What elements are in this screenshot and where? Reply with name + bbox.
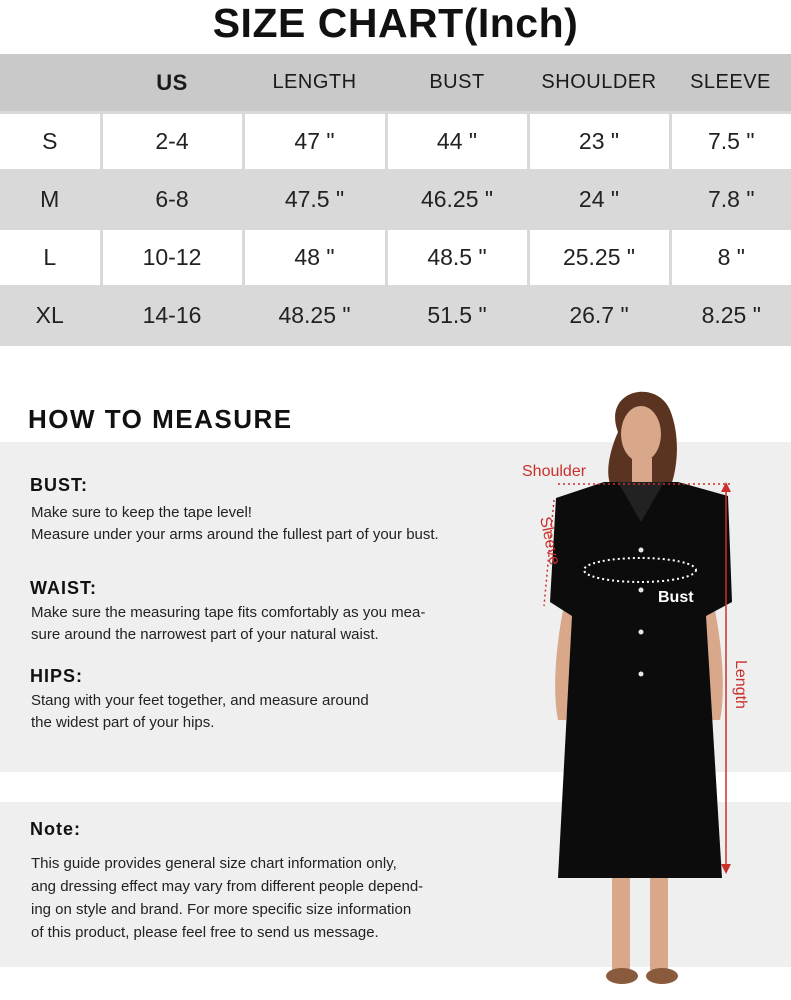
note-line: ing on style and brand. For more specific size information (31, 901, 412, 918)
bust-text (31, 502, 439, 546)
cell-size: S (0, 113, 101, 171)
cell-shoulder: 25.25 " (528, 229, 670, 287)
right-leg-shape (650, 870, 668, 970)
note-line: ang dressing effect may vary from different people depend- (31, 878, 424, 895)
right-sandal-shape (646, 968, 678, 984)
header-size (0, 54, 101, 113)
model-measurement-illustration (500, 370, 791, 1000)
table-row (0, 171, 791, 229)
cell-length: 48.25 " (243, 287, 386, 345)
table-row (0, 113, 791, 171)
cell-shoulder: 26.7 " (528, 287, 670, 345)
cell-length: 48 " (243, 229, 386, 287)
cell-sleeve: 8 " (670, 229, 791, 287)
cell-bust: 46.25 " (386, 171, 528, 229)
header-us: US (101, 54, 243, 113)
hips-line: Stang with your feet together, and measure around (31, 692, 369, 709)
note-line: This guide provides general size chart information only, (31, 855, 397, 872)
cell-length: 47 " (243, 113, 386, 171)
button-dot (639, 672, 644, 677)
hips-line: the widest part of your hips. (31, 714, 215, 731)
waist-line: Make sure the measuring tape fits comfortably as you mea- (31, 604, 426, 621)
cell-shoulder: 23 " (528, 113, 670, 171)
note-text (31, 852, 423, 944)
page-title: SIZE CHART(Inch) (212, 0, 579, 46)
cell-sleeve: 7.8 " (670, 171, 791, 229)
cell-size: XL (0, 287, 101, 345)
waist-line: sure around the narrowest part of your natural waist. (31, 626, 379, 643)
table-row (0, 229, 791, 287)
table-header-row (0, 54, 791, 113)
cell-sleeve: 8.25 " (670, 287, 791, 345)
button-dot (639, 548, 644, 553)
left-sandal-shape (606, 968, 638, 984)
bust-line: Make sure to keep the tape level! (31, 504, 252, 521)
cell-bust: 51.5 " (386, 287, 528, 345)
dress-shape (550, 482, 732, 878)
cell-shoulder: 24 " (528, 171, 670, 229)
header-shoulder: SHOULDER (528, 54, 670, 113)
note-line: of this product, please feel free to send us message. (31, 924, 379, 941)
bust-label: Bust (658, 589, 694, 606)
cell-us: 2-4 (101, 113, 243, 171)
cell-us: 6-8 (101, 171, 243, 229)
table-row (0, 287, 791, 345)
face-shape (621, 406, 661, 462)
button-dot (639, 588, 644, 593)
neck-shape (632, 458, 652, 486)
hips-heading: HIPS: (30, 666, 84, 686)
cell-length: 47.5 " (243, 171, 386, 229)
cell-us: 14-16 (101, 287, 243, 345)
length-arrow-bottom-icon (721, 864, 731, 874)
button-dot (639, 630, 644, 635)
waist-heading: WAIST: (30, 578, 97, 598)
how-to-measure-title: HOW TO MEASURE (28, 404, 293, 434)
cell-size: L (0, 229, 101, 287)
size-chart-table (0, 54, 791, 346)
left-leg-shape (612, 870, 630, 970)
cell-bust: 48.5 " (386, 229, 528, 287)
bust-line: Measure under your arms around the fullest part of your bust. (31, 526, 439, 543)
cell-size: M (0, 171, 101, 229)
note-heading: Note: (30, 819, 81, 839)
header-length: LENGTH (243, 54, 386, 113)
header-bust: BUST (386, 54, 528, 113)
hips-text (31, 690, 369, 734)
cell-bust: 44 " (386, 113, 528, 171)
length-label: Length (732, 660, 749, 709)
shoulder-label: Shoulder (522, 463, 587, 480)
bust-heading: BUST: (30, 475, 88, 495)
header-sleeve: SLEEVE (670, 54, 791, 113)
sleeve-label: Sleeve (536, 515, 563, 567)
waist-text (31, 602, 425, 646)
cell-sleeve: 7.5 " (670, 113, 791, 171)
cell-us: 10-12 (101, 229, 243, 287)
